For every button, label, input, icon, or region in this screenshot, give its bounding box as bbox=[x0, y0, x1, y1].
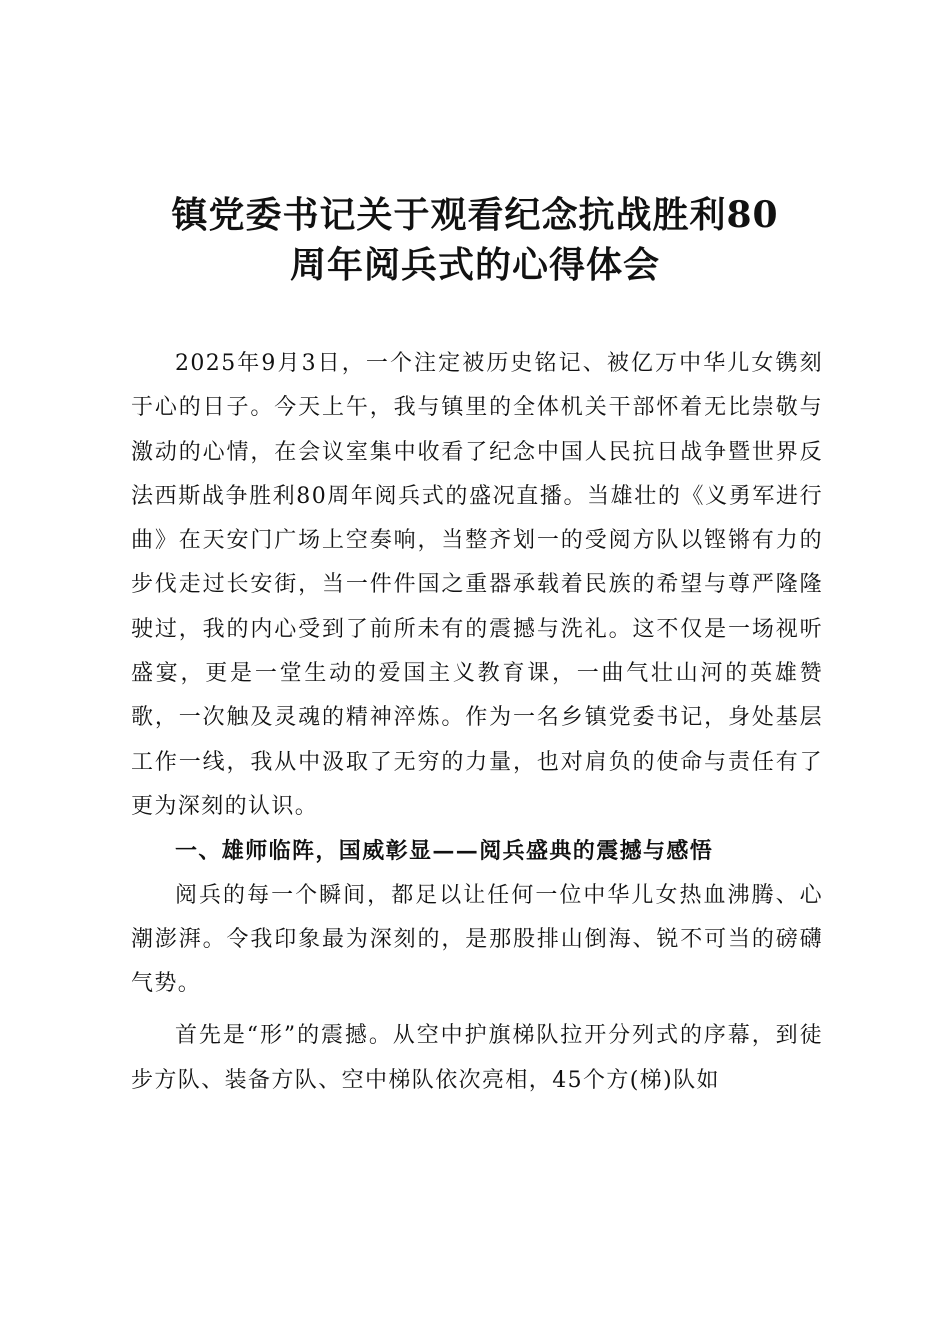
intro-paragraph: 2025年9月3日，一个注定被历史铭记、被亿万中华儿女镌刻于心的日子。今天上午，我与镇里的全体机关干部怀着无比崇敬与激动的心情，在会议室集中收看了纪念中国人民抗日战争暨世界反法西斯战争胜利80周年阅兵式的盛况直播。当雄壮的《义勇军进行曲》在天安门广场上空奏响，当整齐划一的受阅方队以铿锵有力的步伐走过长安街，当一件件国之重器承载着民族的希望与尊严隆隆驶过，我的内心受到了前所未有的震撼与洗礼。这不仅是一场视听盛宴，更是一堂生动的爱国主义教育课，一曲气壮山河的英雄赞歌，一次触及灵魂的精神淬炼。作为一名乡镇党委书记，身处基层工作一线，我从中汲取了无穷的力量，也对肩负的使命与责任有了更为深刻的认识。 bbox=[131, 351, 823, 819]
title-line-1: 镇党委书记关于观看纪念抗战胜利80 bbox=[171, 194, 779, 236]
section-paragraph: 首先是“形”的震撼。从空中护旗梯队拉开分列式的序幕，到徒步方队、装备方队、空中梯队依次亮相，45个方(梯)队如 bbox=[131, 1023, 823, 1093]
document-body bbox=[131, 342, 823, 1103]
section-heading: 一、雄师临阵，国威彰显——阅兵盛典的震撼与感悟 bbox=[175, 838, 714, 865]
document-title bbox=[100, 190, 850, 290]
title-line-2: 周年阅兵式的心得体会 bbox=[289, 244, 660, 286]
section-paragraph: 阅兵的每一个瞬间，都足以让任何一位中华儿女热血沸腾、心潮澎湃。令我印象最为深刻的，是那股排山倒海、锐不可当的磅礴气势。 bbox=[131, 882, 823, 997]
